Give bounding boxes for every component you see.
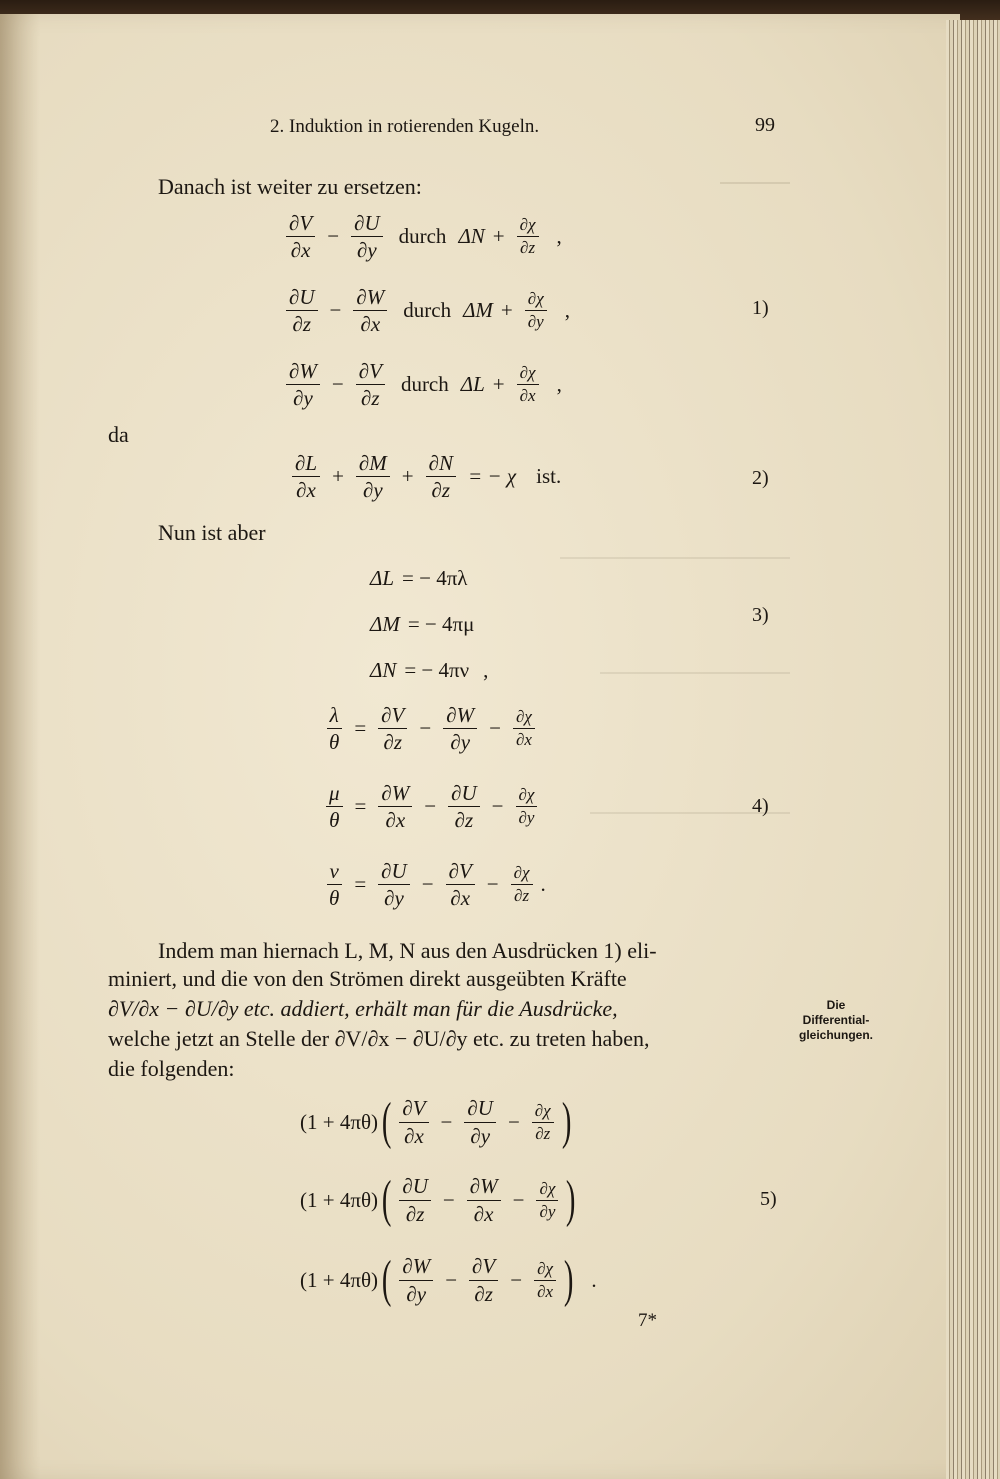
eq5-row-2: (1 + 4πθ) ( $\frac{\partial U}{\partial z}$ − $\frac{\partial W}{\partial x}$ − $\frac{\partial\chi}{\partial y}$ ): [300, 1171, 576, 1228]
equation-number-4: 4): [752, 795, 769, 817]
paragraph-line: die folgenden:: [108, 1056, 235, 1081]
signature-mark: 7*: [638, 1310, 657, 1331]
eq3-row-1: ΔL = − 4πλ: [370, 566, 468, 590]
eq1-row-2: $\frac{\partial U}{\partial z}$ − $\frac{\partial W}{\partial x}$ durch ΔM + $\frac{\partial\chi}{\partial y}$ ,: [282, 286, 570, 335]
equation-number-5: 5): [760, 1188, 777, 1210]
equation-number-1: 1): [752, 297, 769, 319]
da-word: da: [108, 422, 129, 447]
eq4-row-3: $\frac{\nu}{\theta}$ = $\frac{\partial U}{\partial y}$ − $\frac{\partial V}{\partial x}$ − $\frac{\partial\chi}{\partial z}$ .: [322, 860, 546, 909]
equation-number-3: 3): [752, 604, 769, 626]
page-gutter-shadow: [0, 14, 40, 1479]
margin-note-line: Differential-: [802, 1013, 870, 1027]
equation-2: $\frac{\partial L}{\partial x}$ + $\frac{\partial M}{\partial y}$ + $\frac{\partial N}{\partial z}$ = − χ ist.: [288, 452, 573, 501]
margin-note-line: Die: [826, 998, 846, 1012]
margin-note-line: gleichungen.: [798, 1028, 873, 1042]
intro-line: Danach ist weiter zu ersetzen:: [158, 174, 422, 199]
eq4-row-2: $\frac{\mu}{\theta}$ = $\frac{\partial W}{\partial x}$ − $\frac{\partial U}{\partial z}$ − $\frac{\partial\chi}{\partial y}$: [322, 782, 541, 831]
eq1-row-1: $\frac{\partial V}{\partial x}$ − $\frac{\partial U}{\partial y}$ durch ΔN + $\frac{\partial\chi}{\partial z}$ ,: [282, 212, 562, 261]
eq3-row-2: ΔM = − 4πμ: [370, 612, 475, 636]
eq5-row-1: (1 + 4πθ) ( $\frac{\partial V}{\partial x}$ − $\frac{\partial U}{\partial y}$ − $\frac{\partial\chi}{\partial z}$ ): [300, 1093, 572, 1150]
margin-note: [786, 998, 886, 1043]
eq1-row-3: $\frac{\partial W}{\partial y}$ − $\frac{\partial V}{\partial z}$ durch ΔL + $\frac{\partial\chi}{\partial x}$ ,: [282, 360, 562, 409]
paragraph-line: welche jetzt an Stelle der ∂V/∂x − ∂U/∂y etc. zu treten haben,: [108, 1026, 650, 1051]
eq4-row-1: $\frac{\lambda}{\theta}$ = $\frac{\partial V}{\partial z}$ − $\frac{\partial W}{\partial y}$ − $\frac{\partial\chi}{\partial x}$: [322, 704, 539, 753]
bleed-through-mark: [600, 660, 790, 674]
equation-number-2: 2): [752, 467, 769, 489]
bleed-through-mark: [560, 545, 790, 559]
page-number: 99: [755, 114, 775, 136]
paragraph-line: ∂V/∂x − ∂U/∂y etc. addiert, erhält man für die Ausdrücke,: [108, 996, 618, 1021]
paragraph-line: Indem man hiernach L, M, N aus den Ausdrücken 1) eli-: [158, 938, 657, 963]
eq5-row-3: (1 + 4πθ) ( $\frac{\partial W}{\partial y}$ − $\frac{\partial V}{\partial z}$ − $\frac{\partial\chi}{\partial x}$ ) .: [300, 1251, 597, 1308]
eq3-row-3: ΔN = − 4πν ,: [370, 658, 489, 682]
nun-line: Nun ist aber: [158, 520, 266, 545]
bleed-through-mark: [720, 170, 790, 184]
page-edges: [946, 20, 1000, 1479]
running-title: 2. Induktion in rotierenden Kugeln.: [270, 116, 540, 137]
paragraph-line: miniert, und die von den Strömen direkt ausgeübten Kräfte: [108, 966, 627, 991]
